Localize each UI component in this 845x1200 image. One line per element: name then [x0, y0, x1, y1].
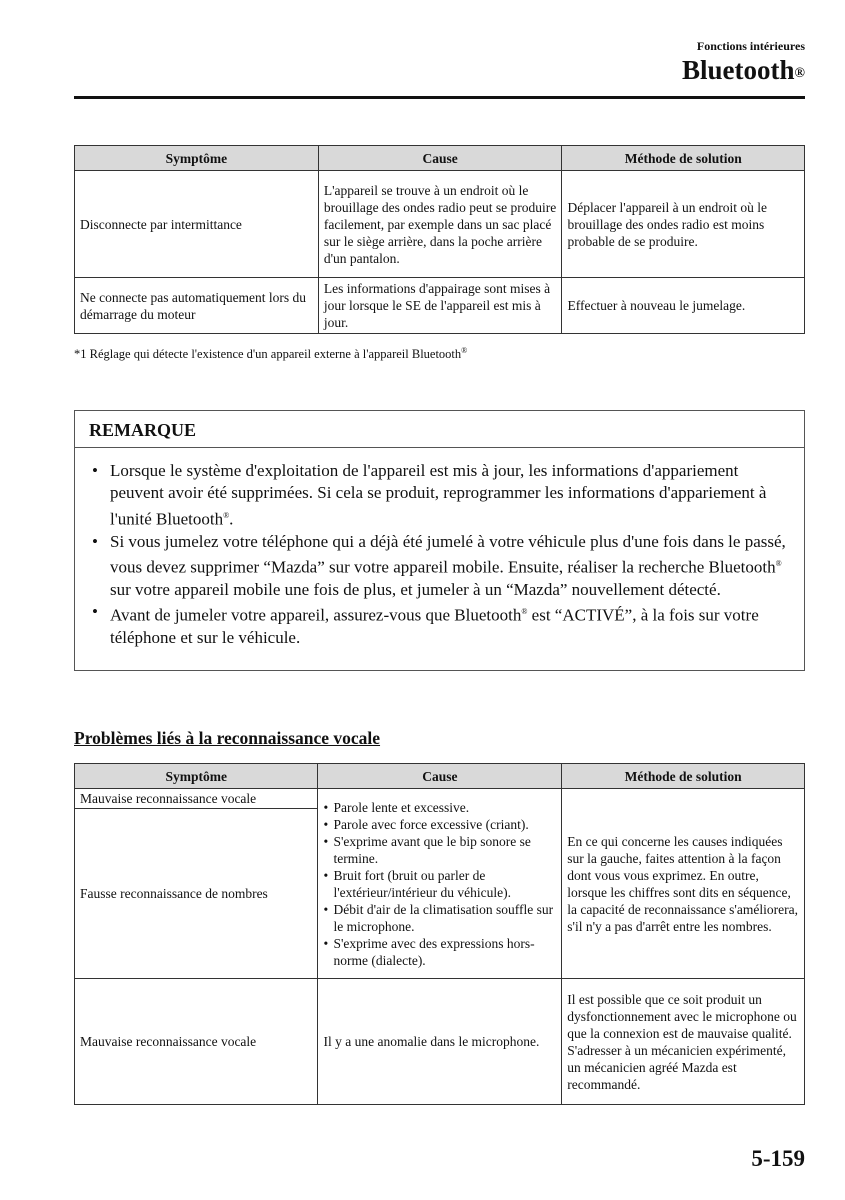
- symptom-cell: Fausse reconnaissance de nombres: [75, 809, 318, 979]
- registered-mark: ®: [794, 66, 805, 81]
- cause-cell: Il y a une anomalie dans le microphone.: [318, 979, 562, 1105]
- symptom-cell: Mauvaise reconnaissance vocale: [75, 979, 318, 1105]
- cause-cell: L'appareil se trouve à un endroit où le brouillage des ondes radio peut se produire facilement, par exemple dans un sac placé sur le siège arrière, dans la poche arrière d'un pantalon.: [318, 171, 562, 278]
- registered-mark: ®: [521, 607, 528, 617]
- header-cause: Cause: [318, 764, 562, 789]
- cause-list: [323, 799, 556, 969]
- header-cause: Cause: [318, 146, 562, 171]
- header-symptom: Symptôme: [75, 146, 319, 171]
- registered-mark: ®: [461, 346, 468, 355]
- footnote: *1 Réglage qui détecte l'existence d'un appareil externe à l'appareil Bluetooth®: [74, 346, 468, 362]
- solution-cell: Il est possible que ce soit produit un dysfonctionnement avec le microphone ou que la connexion est de mauvaise qualité. S'adresser à un mécanicien expérimenté, un mécanicien agréé Mazda est recommandé.: [562, 979, 805, 1105]
- list-item: • S'exprime avant que le bip sonore se termine.: [323, 833, 531, 866]
- table-row: [75, 979, 805, 1105]
- solution-cell: En ce qui concerne les causes indiquées sur la gauche, faites attention à la façon dont vous vous exprimez. En outre, lorsque les chiffres sont dits en séquence, la capacité de reconnaissance s'améliorera, s'il n'y a pas d'arrêt entre les nombres.: [562, 789, 805, 979]
- table-row: [75, 171, 805, 278]
- header-symptom: Symptôme: [75, 764, 318, 789]
- header-solution: Méthode de solution: [562, 764, 805, 789]
- bullet: •: [92, 461, 98, 480]
- bullet: •: [323, 799, 329, 815]
- table-header-row: [75, 146, 805, 171]
- cause-cell: Les informations d'appairage sont mises à jour lorsque le SE de l'appareil est mis à jour.: [318, 278, 562, 334]
- section-title: Problèmes liés à la reconnaissance vocale: [74, 728, 381, 748]
- symptom-cell: Mauvaise reconnaissance vocale: [75, 789, 318, 809]
- voice-recognition-table: [74, 763, 805, 1105]
- list-item: • Lorsque le système d'exploitation de l'appareil est mis à jour, les informations d'appariement peuvent avoir été supprimées. Si cela se produit, reprogrammer les informations d'appariement à l'unité Bluetooth®.: [92, 461, 767, 529]
- section-name: Fonctions intérieures: [696, 39, 805, 53]
- bullet: •: [323, 833, 329, 849]
- header-rule: [74, 96, 805, 99]
- list-item: • Débit d'air de la climatisation souffle sur le microphone.: [323, 901, 554, 934]
- remark-title: REMARQUE: [75, 411, 804, 448]
- table-row: [75, 278, 805, 334]
- table-row: [75, 789, 805, 809]
- list-item: • Bruit fort (bruit ou parler de l'extérieur/intérieur du véhicule).: [323, 867, 511, 900]
- list-item: • S'exprime avec des expressions hors-norme (dialecte).: [323, 935, 535, 968]
- list-item: • Parole lente et excessive.: [323, 799, 470, 815]
- registered-mark: ®: [223, 510, 230, 520]
- symptom-cell: Disconnecte par intermittance: [75, 171, 319, 278]
- bullet: •: [92, 602, 98, 622]
- registered-mark: ®: [775, 558, 782, 568]
- troubleshooting-table: [74, 145, 805, 334]
- bullet: •: [323, 935, 329, 951]
- remark-list: [75, 460, 804, 649]
- solution-cell: Effectuer à nouveau le jumelage.: [562, 278, 805, 334]
- bullet: •: [323, 816, 329, 832]
- header-solution: Méthode de solution: [562, 146, 805, 171]
- bullet: •: [323, 867, 329, 883]
- page-title: Bluetooth®: [682, 55, 805, 85]
- table-header-row: [75, 764, 805, 789]
- list-item: • Si vous jumelez votre téléphone qui a déjà été jumelé à votre véhicule plus d'une fois dans le passé, vous devez supprimer “Mazda” sur votre appareil mobile. Ensuite, réaliser la recherche Bluetooth® sur votre appareil mobile une fois de plus, et jumeler à un “Mazda” nouvellement détecté.: [92, 531, 786, 599]
- list-item: • Avant de jumeler votre appareil, assurez-vous que Bluetooth® est “ACTIVÉ”, à la fois sur votre téléphone et sur le véhicule.: [92, 602, 759, 648]
- remark-box: [74, 410, 805, 671]
- symptom-cell: Ne connecte pas automatiquement lors du démarrage du moteur: [75, 278, 319, 334]
- bullet: •: [323, 901, 329, 917]
- cause-cell: [318, 789, 562, 979]
- bullet: •: [92, 531, 98, 551]
- page-number: 5-159: [751, 1146, 805, 1171]
- solution-cell: Déplacer l'appareil à un endroit où le brouillage des ondes radio est moins probable de se produire.: [562, 171, 805, 278]
- list-item: • Parole avec force excessive (criant).: [323, 816, 529, 832]
